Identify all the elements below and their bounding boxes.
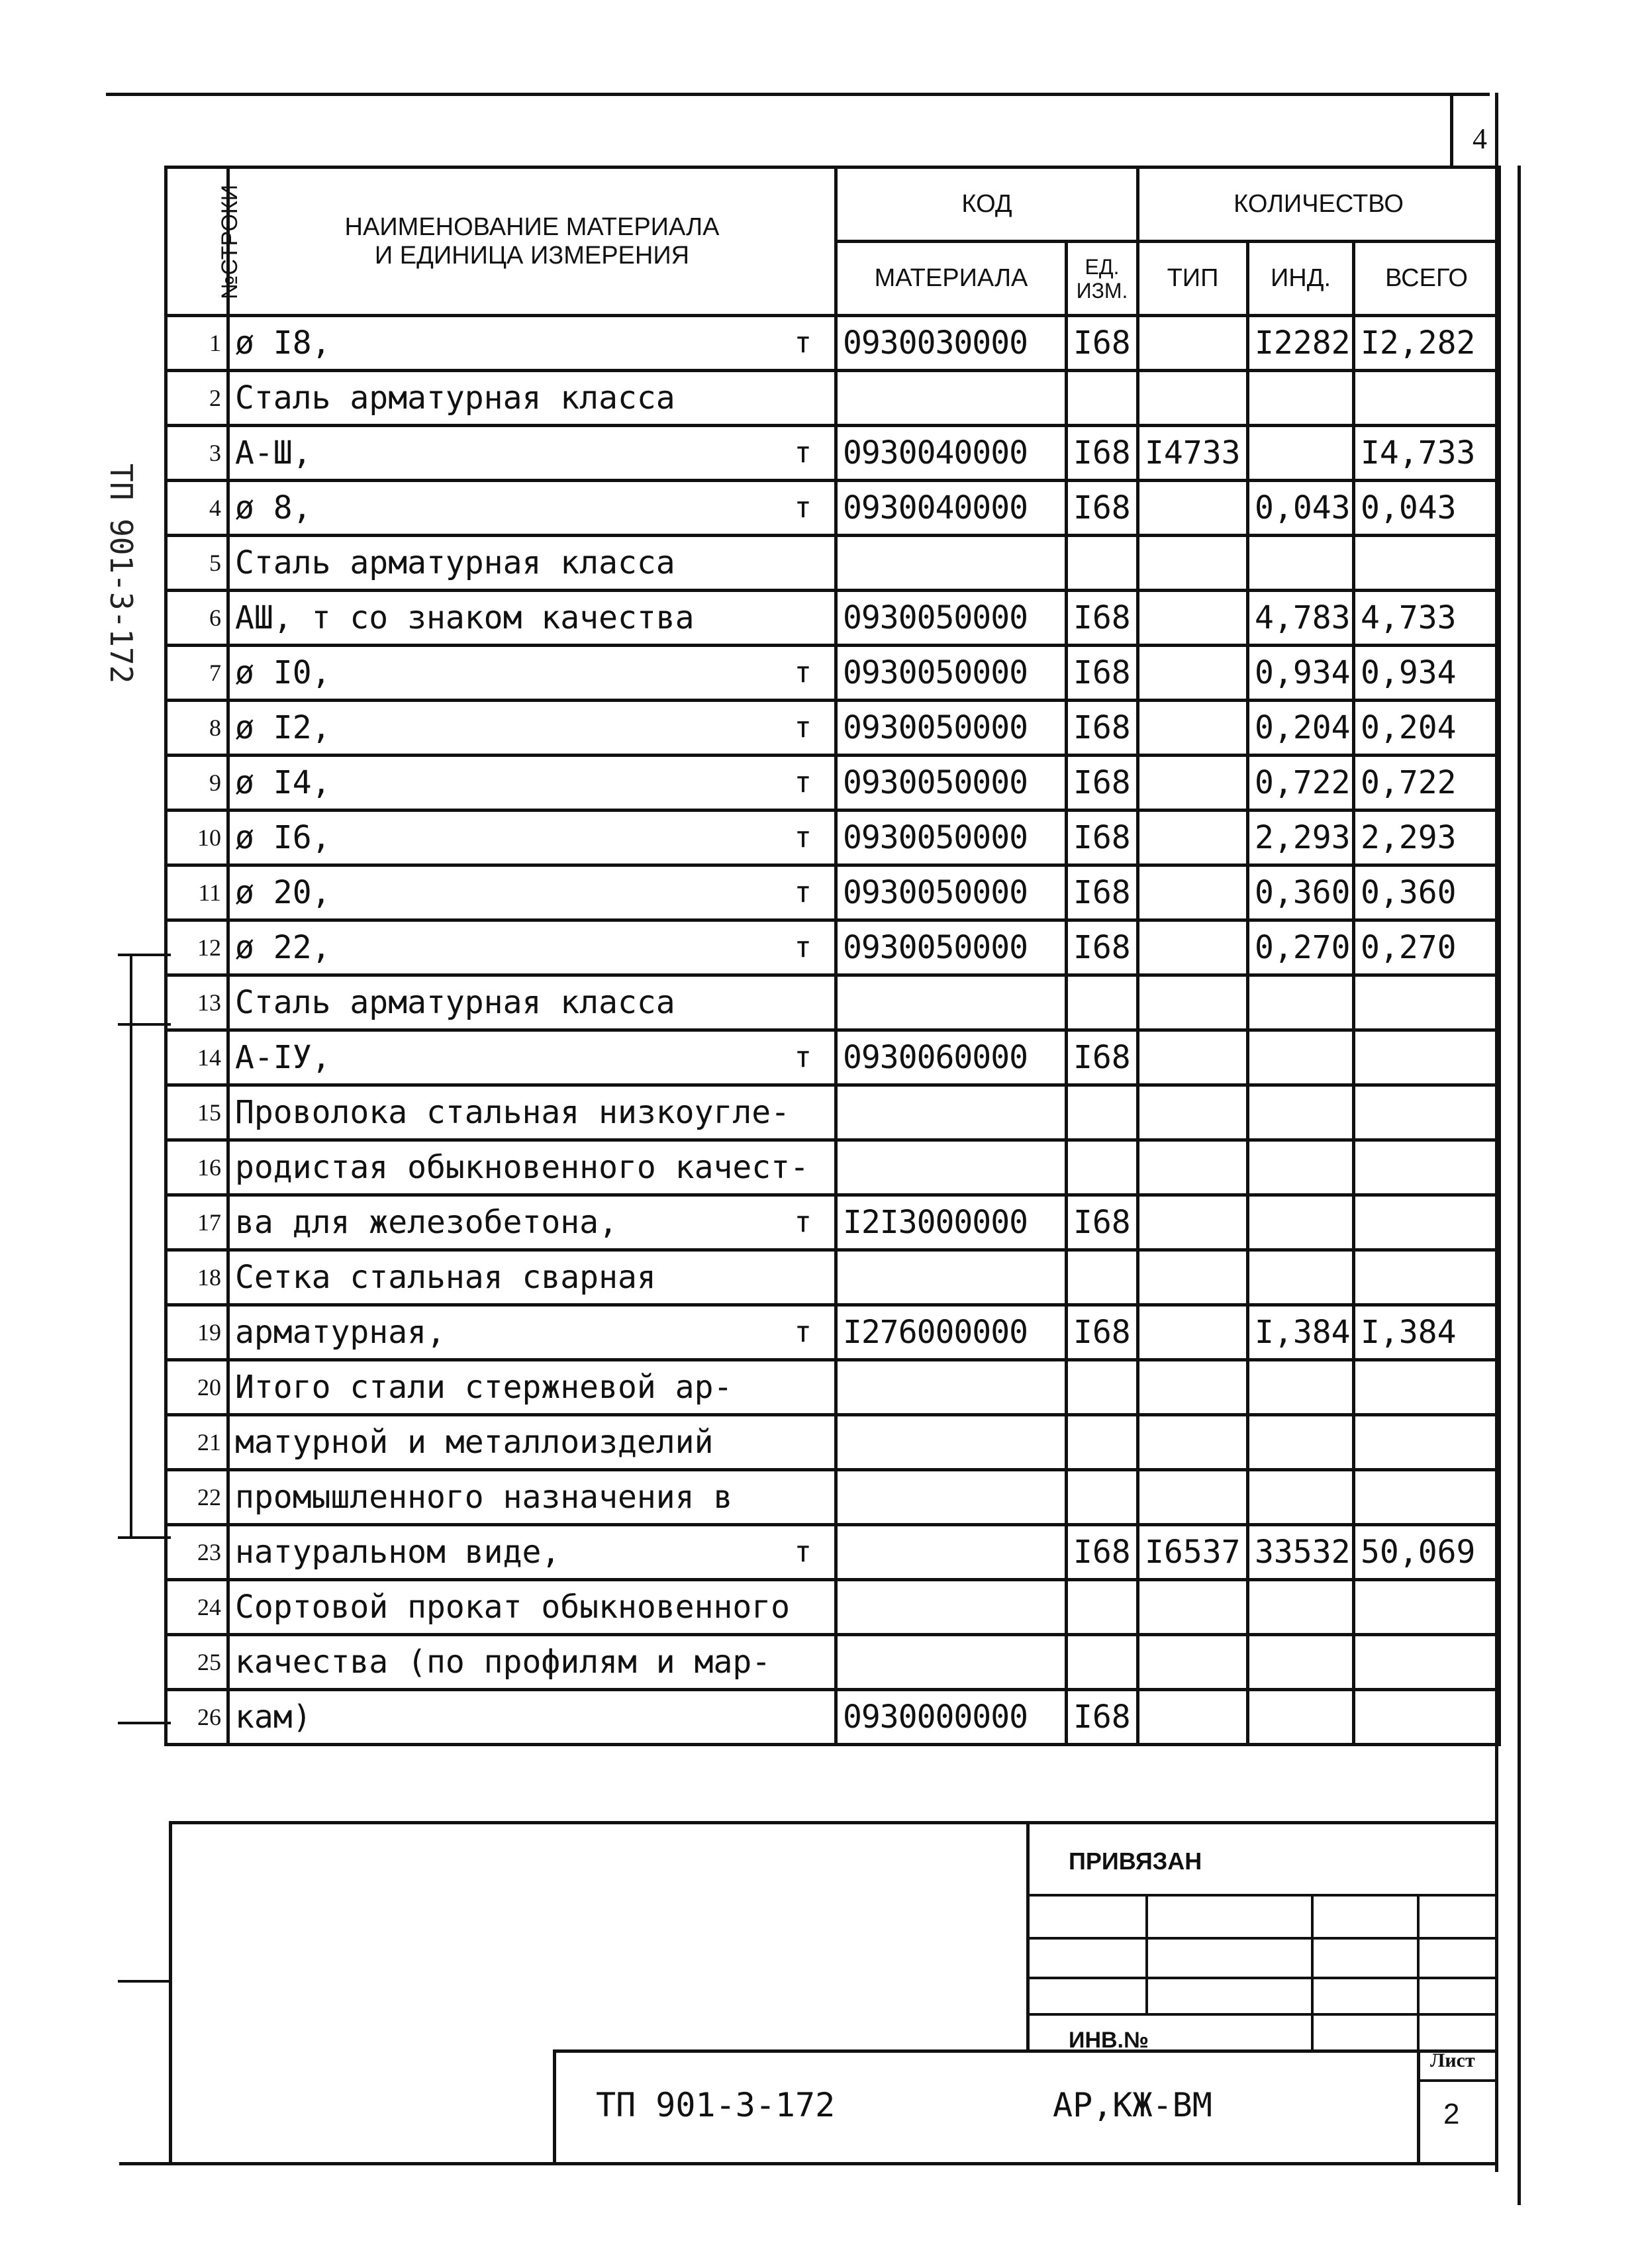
material-name xyxy=(228,1195,836,1250)
row-number: 18 xyxy=(166,1250,228,1305)
left-margin-mark-5 xyxy=(118,1980,171,1983)
quantity-total xyxy=(1354,1140,1500,1195)
quantity-tip xyxy=(1138,1195,1248,1250)
material-name xyxy=(228,701,836,756)
quantity-total xyxy=(1354,1580,1500,1635)
material-name xyxy=(228,316,836,371)
row-number: 2 xyxy=(166,371,228,426)
material-code xyxy=(836,1360,1067,1415)
table-row xyxy=(166,481,1500,536)
quantity-ind: 2,293 xyxy=(1248,811,1354,865)
quantity-tip xyxy=(1138,1030,1248,1085)
outer-right-edge xyxy=(1518,166,1521,2205)
quantity-tip xyxy=(1138,1250,1248,1305)
row-number: 22 xyxy=(166,1470,228,1525)
quantity-total: 0,934 xyxy=(1354,646,1500,701)
unit-ton-label: т xyxy=(794,765,812,799)
quantity-total: 0,204 xyxy=(1354,701,1500,756)
material-name-text: ø I6, xyxy=(235,819,331,856)
quantity-tip: I4733 xyxy=(1138,426,1248,481)
quantity-total xyxy=(1354,1195,1500,1250)
material-name xyxy=(228,371,836,426)
quantity-total xyxy=(1354,1030,1500,1085)
quantity-tip xyxy=(1138,1580,1248,1635)
quantity-tip xyxy=(1138,701,1248,756)
unit-code: I68 xyxy=(1067,811,1138,865)
quantity-tip xyxy=(1138,536,1248,591)
unit-code: I68 xyxy=(1067,426,1138,481)
quantity-ind xyxy=(1248,1635,1354,1690)
material-code: I276000000 xyxy=(836,1305,1067,1360)
quantity-ind xyxy=(1248,371,1354,426)
quantity-tip xyxy=(1138,1360,1248,1415)
row-number: 1 xyxy=(166,316,228,371)
table-row xyxy=(166,536,1500,591)
stamp-project-code: ТП 901-3-172 xyxy=(596,2086,836,2124)
quantity-ind: 0,204 xyxy=(1248,701,1354,756)
unit-code xyxy=(1067,1140,1138,1195)
unit-code xyxy=(1067,1415,1138,1470)
table-row xyxy=(166,975,1500,1030)
unit-ton-label: т xyxy=(794,930,812,964)
table-row xyxy=(166,1360,1500,1415)
header-code-group: КОД xyxy=(836,168,1138,242)
row-number: 20 xyxy=(166,1360,228,1415)
header-material-code: МАТЕРИАЛА xyxy=(836,242,1067,316)
material-code xyxy=(836,1085,1067,1140)
table-row xyxy=(166,1140,1500,1195)
unit-ton-label: т xyxy=(794,436,812,469)
row-number: 9 xyxy=(166,756,228,811)
material-name-text: матурной и металлоизделий xyxy=(235,1424,714,1461)
unit-code: I68 xyxy=(1067,1690,1138,1745)
table-row xyxy=(166,1085,1500,1140)
quantity-tip xyxy=(1138,1305,1248,1360)
stamp-sheet-number: 2 xyxy=(1443,2098,1460,2130)
material-name-text: промышленного назначения в xyxy=(235,1479,733,1516)
unit-code: I68 xyxy=(1067,701,1138,756)
unit-ton-label: т xyxy=(794,1535,812,1569)
quantity-tip xyxy=(1138,1635,1248,1690)
material-name-text: Сортовой прокат обыкновенного xyxy=(235,1589,791,1626)
material-name-text: Сталь арматурная класса xyxy=(235,379,675,417)
material-code: I2I3000000 xyxy=(836,1195,1067,1250)
material-name xyxy=(228,426,836,481)
unit-code: I68 xyxy=(1067,591,1138,646)
quantity-tip xyxy=(1138,1085,1248,1140)
stamp-grid-h2 xyxy=(1026,1977,1498,1979)
table-row xyxy=(166,426,1500,481)
unit-code xyxy=(1067,1360,1138,1415)
material-name-text: кам) xyxy=(235,1699,312,1736)
material-name xyxy=(228,1415,836,1470)
quantity-ind: I,384 xyxy=(1248,1305,1354,1360)
unit-ton-label: т xyxy=(794,656,812,689)
stamp-privyazan-bottom xyxy=(1026,1894,1498,1897)
material-name-text: ва для железобетона, xyxy=(235,1204,618,1241)
quantity-tip xyxy=(1138,1140,1248,1195)
quantity-total: 4,733 xyxy=(1354,591,1500,646)
material-name-text: А-Ш, xyxy=(235,434,312,471)
quantity-ind xyxy=(1248,1250,1354,1305)
material-name xyxy=(228,536,836,591)
table-row xyxy=(166,591,1500,646)
material-code: 0930050000 xyxy=(836,756,1067,811)
row-number: 3 xyxy=(166,426,228,481)
row-number: 23 xyxy=(166,1525,228,1580)
bottom-frame-line xyxy=(119,2162,1498,2165)
header-tip: ТИП xyxy=(1138,242,1248,316)
quantity-ind: I2282 xyxy=(1248,316,1354,371)
stamp-sheet-label: Лист xyxy=(1430,2049,1475,2071)
material-code: 0930050000 xyxy=(836,865,1067,920)
unit-ton-label: т xyxy=(794,820,812,854)
header-material-name: НАИМЕНОВАНИЕ МАТЕРИАЛА И ЕДИНИЦА ИЗМЕРЕНИЯ xyxy=(228,168,836,316)
quantity-ind xyxy=(1248,1360,1354,1415)
unit-code: I68 xyxy=(1067,1195,1138,1250)
unit-ton-label: т xyxy=(794,1040,812,1074)
header-quantity-group: КОЛИЧЕСТВО xyxy=(1138,168,1500,242)
material-name xyxy=(228,481,836,536)
material-code xyxy=(836,1470,1067,1525)
material-code xyxy=(836,975,1067,1030)
material-code: 0930050000 xyxy=(836,591,1067,646)
material-name-text: АШ, т со знаком качества xyxy=(235,599,695,636)
material-code: 0930050000 xyxy=(836,811,1067,865)
material-name-text: А-IУ, xyxy=(235,1039,331,1076)
quantity-ind: 0,722 xyxy=(1248,756,1354,811)
left-frame-line xyxy=(169,1821,172,2165)
row-number: 12 xyxy=(166,920,228,975)
quantity-tip xyxy=(1138,591,1248,646)
quantity-ind xyxy=(1248,1580,1354,1635)
quantity-total: 0,270 xyxy=(1354,920,1500,975)
quantity-total xyxy=(1354,371,1500,426)
unit-code xyxy=(1067,371,1138,426)
row-number: 24 xyxy=(166,1580,228,1635)
quantity-tip xyxy=(1138,975,1248,1030)
table-row xyxy=(166,371,1500,426)
table-row xyxy=(166,316,1500,371)
material-name-text: ø I0, xyxy=(235,654,331,691)
quantity-total xyxy=(1354,1635,1500,1690)
unit-ton-label: т xyxy=(794,875,812,909)
quantity-tip xyxy=(1138,646,1248,701)
left-margin-mark-3 xyxy=(118,1536,171,1539)
table-row xyxy=(166,811,1500,865)
row-number: 14 xyxy=(166,1030,228,1085)
material-name xyxy=(228,1360,836,1415)
material-name xyxy=(228,1250,836,1305)
unit-code xyxy=(1067,536,1138,591)
row-number: 7 xyxy=(166,646,228,701)
quantity-tip: I6537 xyxy=(1138,1525,1248,1580)
unit-code: I68 xyxy=(1067,865,1138,920)
quantity-total: I4,733 xyxy=(1354,426,1500,481)
left-margin-vert xyxy=(130,954,132,1536)
quantity-total xyxy=(1354,1360,1500,1415)
material-name xyxy=(228,865,836,920)
row-number: 25 xyxy=(166,1635,228,1690)
table-row xyxy=(166,1030,1500,1085)
quantity-ind: 0,270 xyxy=(1248,920,1354,975)
material-name xyxy=(228,1635,836,1690)
material-code: 0930040000 xyxy=(836,426,1067,481)
quantity-tip xyxy=(1138,1415,1248,1470)
material-name xyxy=(228,646,836,701)
unit-code: I68 xyxy=(1067,920,1138,975)
top-border-line xyxy=(106,93,1490,96)
stamp-title: ПРИВЯЗАН xyxy=(1069,1848,1202,1875)
row-number: 16 xyxy=(166,1140,228,1195)
stamp-grid-v3 xyxy=(1417,1894,1420,2053)
material-name-text: Сталь арматурная класса xyxy=(235,984,675,1021)
table-row xyxy=(166,646,1500,701)
row-number: 11 xyxy=(166,865,228,920)
quantity-total xyxy=(1354,1690,1500,1745)
material-name xyxy=(228,975,836,1030)
material-code: 0930050000 xyxy=(836,701,1067,756)
quantity-tip xyxy=(1138,1690,1248,1745)
material-name-text: ø 8, xyxy=(235,489,312,526)
row-number: 26 xyxy=(166,1690,228,1745)
quantity-tip xyxy=(1138,371,1248,426)
quantity-ind: 0,934 xyxy=(1248,646,1354,701)
material-name-text: качества (по профилям и мар- xyxy=(235,1644,771,1681)
quantity-ind xyxy=(1248,1470,1354,1525)
material-name xyxy=(228,1690,836,1745)
page-number: 4 xyxy=(1473,123,1487,155)
unit-code: I68 xyxy=(1067,481,1138,536)
quantity-ind xyxy=(1248,1690,1354,1745)
quantity-tip xyxy=(1138,865,1248,920)
table-row xyxy=(166,1580,1500,1635)
quantity-total: 0,722 xyxy=(1354,756,1500,811)
stamp-title-top xyxy=(553,2049,1498,2053)
header-row-number: №СТРОКИ xyxy=(166,168,228,316)
table-row xyxy=(166,865,1500,920)
quantity-ind: 0,360 xyxy=(1248,865,1354,920)
quantity-ind xyxy=(1248,1140,1354,1195)
table-row xyxy=(166,920,1500,975)
quantity-ind xyxy=(1248,1030,1354,1085)
quantity-total: 2,293 xyxy=(1354,811,1500,865)
material-name xyxy=(228,1030,836,1085)
quantity-tip xyxy=(1138,481,1248,536)
quantity-total xyxy=(1354,975,1500,1030)
quantity-total: 0,360 xyxy=(1354,865,1500,920)
stamp-grid-h3 xyxy=(1026,2013,1498,2016)
unit-code xyxy=(1067,1580,1138,1635)
quantity-ind xyxy=(1248,975,1354,1030)
unit-code: I68 xyxy=(1067,316,1138,371)
material-name-text: ø I4, xyxy=(235,764,331,801)
quantity-ind xyxy=(1248,1195,1354,1250)
table-row xyxy=(166,1415,1500,1470)
material-name-text: ø 22, xyxy=(235,929,331,966)
material-code xyxy=(836,1635,1067,1690)
material-name-text: ø I2, xyxy=(235,709,331,746)
quantity-total: I2,282 xyxy=(1354,316,1500,371)
quantity-tip xyxy=(1138,811,1248,865)
unit-ton-label: т xyxy=(794,711,812,744)
quantity-ind: 0,043 xyxy=(1248,481,1354,536)
quantity-ind xyxy=(1248,426,1354,481)
stamp-top-line xyxy=(169,1821,1498,1824)
left-margin-mark-1 xyxy=(118,954,171,956)
material-name-text: Итого стали стержневой ар- xyxy=(235,1369,733,1406)
material-code: 0930050000 xyxy=(836,920,1067,975)
material-name xyxy=(228,1305,836,1360)
stamp-inventory-label: ИНВ.№ xyxy=(1069,2028,1149,2053)
header-ind: ИНД. xyxy=(1248,242,1354,316)
material-code: 0930050000 xyxy=(836,646,1067,701)
material-name xyxy=(228,811,836,865)
stamp-grid-v2 xyxy=(1311,1894,1314,2053)
material-name-text: Сталь арматурная класса xyxy=(235,544,675,581)
table-row xyxy=(166,1195,1500,1250)
stamp-document-code: АР,КЖ-ВМ xyxy=(1053,2086,1212,2124)
unit-code xyxy=(1067,1250,1138,1305)
quantity-ind xyxy=(1248,1415,1354,1470)
table-row xyxy=(166,701,1500,756)
row-number: 17 xyxy=(166,1195,228,1250)
row-number: 13 xyxy=(166,975,228,1030)
table-row xyxy=(166,1250,1500,1305)
material-name-text: арматурная, xyxy=(235,1314,446,1351)
quantity-total xyxy=(1354,1470,1500,1525)
unit-code: I68 xyxy=(1067,756,1138,811)
material-name xyxy=(228,1470,836,1525)
material-code: 0930000000 xyxy=(836,1690,1067,1745)
material-code xyxy=(836,536,1067,591)
margin-note-text: ТП 901-3-172 xyxy=(103,464,139,684)
quantity-total xyxy=(1354,1250,1500,1305)
quantity-total xyxy=(1354,1415,1500,1470)
unit-code: I68 xyxy=(1067,1030,1138,1085)
quantity-total xyxy=(1354,1085,1500,1140)
quantity-tip xyxy=(1138,316,1248,371)
unit-code: I68 xyxy=(1067,1305,1138,1360)
table-row xyxy=(166,1470,1500,1525)
unit-code xyxy=(1067,1085,1138,1140)
table-row xyxy=(166,1525,1500,1580)
material-name xyxy=(228,591,836,646)
table-body xyxy=(166,316,1500,1745)
table-row xyxy=(166,1635,1500,1690)
header-unit: ЕД. ИЗМ. xyxy=(1067,242,1138,316)
quantity-tip xyxy=(1138,1470,1248,1525)
material-name-text: ø I8, xyxy=(235,324,331,362)
left-margin-mark-2 xyxy=(118,1023,171,1026)
unit-ton-label: т xyxy=(794,1315,812,1349)
quantity-tip xyxy=(1138,920,1248,975)
stamp-grid-h1 xyxy=(1026,1937,1498,1940)
material-code: 0930060000 xyxy=(836,1030,1067,1085)
material-name-text: натуральном виде, xyxy=(235,1534,561,1571)
row-number: 10 xyxy=(166,811,228,865)
quantity-ind xyxy=(1248,1085,1354,1140)
row-number: 6 xyxy=(166,591,228,646)
quantity-ind xyxy=(1248,536,1354,591)
material-name xyxy=(228,756,836,811)
material-name xyxy=(228,1085,836,1140)
material-name xyxy=(228,1580,836,1635)
quantity-total: 0,043 xyxy=(1354,481,1500,536)
unit-code xyxy=(1067,1470,1138,1525)
material-name-text: ø 20, xyxy=(235,874,331,911)
material-code xyxy=(836,1415,1067,1470)
table-row xyxy=(166,1690,1500,1745)
quantity-ind: 33532 xyxy=(1248,1525,1354,1580)
material-name-text: родистая обыкновенного качест- xyxy=(235,1149,809,1186)
material-name xyxy=(228,1525,836,1580)
unit-code: I68 xyxy=(1067,646,1138,701)
unit-ton-label: т xyxy=(794,1205,812,1239)
quantity-total: I,384 xyxy=(1354,1305,1500,1360)
material-code: 0930030000 xyxy=(836,316,1067,371)
material-name xyxy=(228,920,836,975)
material-code xyxy=(836,1580,1067,1635)
page-number-box-left xyxy=(1450,93,1453,166)
quantity-total: 50,069 xyxy=(1354,1525,1500,1580)
quantity-total xyxy=(1354,536,1500,591)
material-code: 0930040000 xyxy=(836,481,1067,536)
row-number: 15 xyxy=(166,1085,228,1140)
unit-code xyxy=(1067,1635,1138,1690)
left-margin-mark-4 xyxy=(118,1722,171,1724)
header-total: ВСЕГО xyxy=(1354,242,1500,316)
material-code xyxy=(836,1140,1067,1195)
material-code xyxy=(836,371,1067,426)
material-name-text: Проволока стальная низкоугле- xyxy=(235,1094,791,1131)
quantity-tip xyxy=(1138,756,1248,811)
table-row xyxy=(166,756,1500,811)
row-number: 8 xyxy=(166,701,228,756)
unit-code xyxy=(1067,975,1138,1030)
row-number: 4 xyxy=(166,481,228,536)
margin-note xyxy=(99,464,152,684)
table-row xyxy=(166,1305,1500,1360)
material-code xyxy=(836,1525,1067,1580)
row-number: 5 xyxy=(166,536,228,591)
unit-code: I68 xyxy=(1067,1525,1138,1580)
stamp-title-left xyxy=(553,2049,556,2165)
stamp-grid-v1 xyxy=(1145,1894,1148,2013)
row-number: 21 xyxy=(166,1415,228,1470)
materials-table xyxy=(164,166,1501,1746)
quantity-ind: 4,783 xyxy=(1248,591,1354,646)
material-name-text: Сетка стальная сварная xyxy=(235,1259,656,1296)
unit-ton-label: т xyxy=(794,326,812,360)
material-name xyxy=(228,1140,836,1195)
stamp-sheet-left xyxy=(1417,2049,1420,2165)
stamp-sheet-divider xyxy=(1417,2079,1498,2082)
unit-ton-label: т xyxy=(794,491,812,524)
material-code xyxy=(836,1250,1067,1305)
row-number: 19 xyxy=(166,1305,228,1360)
